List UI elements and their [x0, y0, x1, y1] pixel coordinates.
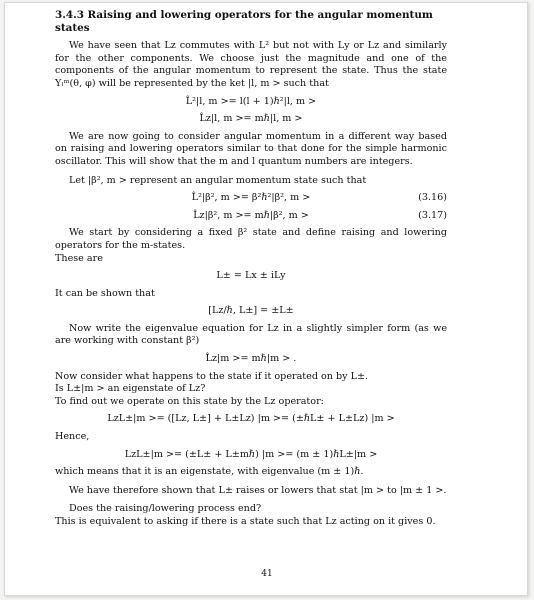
paragraph-equivalent: This is equivalent to asking if there is a state such that Lz acting on it gives 0. — [55, 516, 436, 527]
page-number: 41 — [261, 569, 273, 579]
document-page — [4, 2, 528, 596]
equation-eigenstate: LzL±|m >= (±L± + L±mℏ) |m >= (m ± 1)ℏL±|m > — [124, 448, 378, 460]
paragraph-find-out: To find out we operate on this state by the Lz operator: — [55, 395, 324, 407]
paragraph-question: Is L±|m > an eigenstate of Lz? — [55, 383, 206, 395]
equation-lz-lpm: LzL±|m >= ([Lz, L±] + L±Lz) |m >= (±ℏL± + L±Lz) |m > — [107, 413, 395, 425]
paragraph-eigenvalue: Now write the eigenvalue equation for Lz in a slightly simpler form (as we are working with constant β²) — [55, 322, 447, 347]
equation-lz-m: L̂z|m >= mℏ|m > . — [205, 353, 297, 365]
equation-3-16-number: (3.16) — [418, 192, 447, 204]
paragraph-shown-that: It can be shown that — [55, 287, 155, 299]
equation-3-17-body: L̂z|β², m >= mℏ|β², m > — [193, 209, 309, 221]
equation-3-17-number: (3.17) — [418, 209, 447, 221]
equation-3-16 — [55, 192, 447, 205]
paragraph-these-are: These are — [55, 252, 103, 264]
equation-lz: L̂z|l, m >= mℏ|l, m > — [199, 113, 303, 125]
paragraph-fixed-beta: We start by considering a fixed β² state and define raising and lowering operators for the m-states. — [55, 227, 447, 251]
equation-3-16-body: L̂²|β², m >= β²ℏ²|β², m > — [191, 192, 311, 204]
paragraph-intro: We have seen that Lz commutes with L² but not with Ly or Lz and similarly for the other components. We choose just the magnitude and one of the components of the angular momentum to represent the state. Thus the state Yₗᵐ(θ, φ) will be represented by the ket |l, m > such that — [55, 40, 447, 89]
paragraph-shown-raises: We have therefore shown that L± raises or lowers that stat |m > to |m ± 1 >. — [69, 484, 447, 496]
page-content — [55, 9, 447, 529]
paragraph-raising-lowering: We are now going to consider angular momentum in a different way based on raising and lowering operators similar to that done for the simple harmonic oscillator. This will show that the m and l quantum numbers are integers. — [55, 130, 447, 167]
paragraph-hence: Hence, — [55, 431, 90, 443]
paragraph-which-means: which means that it is an eigenstate, with eigenvalue (m ± 1)ℏ. — [55, 466, 364, 478]
equation-3-17 — [55, 210, 447, 223]
equation-l-plus-minus: L± = Lx ± iLy — [216, 270, 286, 282]
equation-commutator: [Lz/ℏ, L±] = ±L± — [208, 305, 294, 317]
paragraph-consider: Now consider what happens to the state if it operated on by L±. — [55, 370, 369, 382]
section-heading: 3.4.3 Raising and lowering operators for the angular momentum states — [55, 9, 433, 34]
equation-l-squared: L̂²|l, m >= l(l + 1)ℏ²|l, m > — [185, 95, 317, 107]
paragraph-process-end: Does the raising/lowering process end? — [69, 503, 262, 515]
paragraph-beta-state: Let |β², m > represent an angular momentum state such that — [69, 174, 367, 186]
